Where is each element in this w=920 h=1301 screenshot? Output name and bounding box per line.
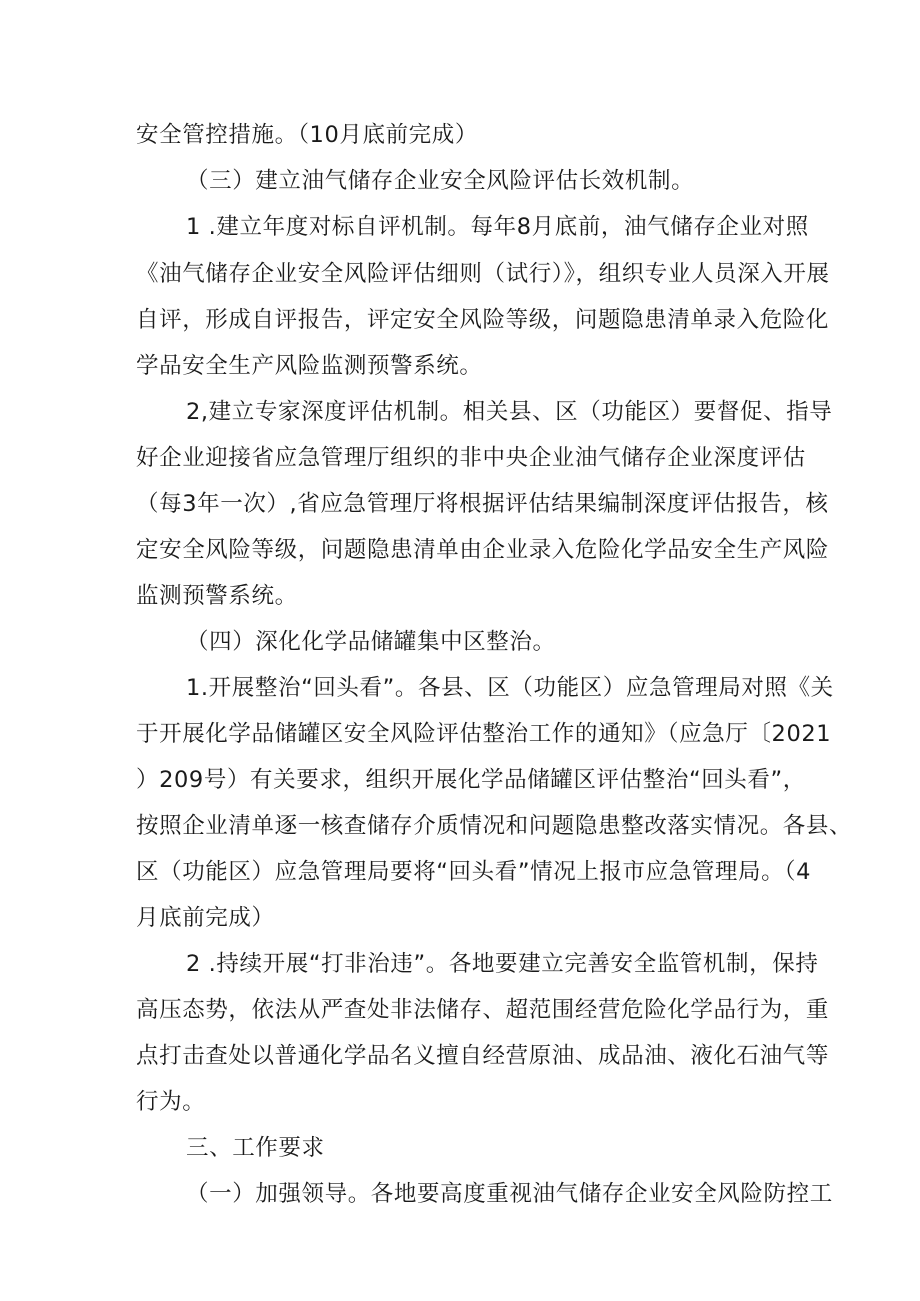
section-heading: 三、工作要求 bbox=[186, 1135, 325, 1161]
text-line: 好企业迎接省应急管理厅组织的非中央企业油气储存企业深度评估 bbox=[136, 445, 806, 471]
text-line: 高压态势，依法从严查处非法储存、超范围经营危险化学品行为，重 bbox=[136, 997, 830, 1023]
section-heading: （四）深化化学品储罐集中区整治。 bbox=[186, 629, 556, 655]
text-line: 定安全风险等级，问题隐患清单由企业录入危险化学品安全生产风险 bbox=[136, 537, 830, 563]
text-line: 1.开展整治“回头看”。各县、区（功能区）应急管理局对照《关 bbox=[186, 675, 834, 701]
text-line: 区（功能区）应急管理局要将“回头看”情况上报市应急管理局。（4 bbox=[136, 859, 811, 885]
text-line: 1 .建立年度对标自评机制。每年8月底前，油气储存企业对照 bbox=[186, 214, 809, 240]
text-line: 2 .持续开展“打非治违”。各地要建立完善安全监管机制，保持 bbox=[186, 951, 819, 977]
text-line: 行为。 bbox=[136, 1089, 206, 1115]
text-line: （一）加强领导。各地要高度重视油气储存企业安全风险防控工 bbox=[186, 1181, 833, 1207]
text-line: 点打击查处以普通化学品名义擅自经营原油、成品油、液化石油气等 bbox=[136, 1043, 830, 1069]
text-line: （每3年一次）,省应急管理厅将根据评估结果编制深度评估报告，核 bbox=[136, 491, 829, 517]
text-line: 月底前完成） bbox=[136, 905, 275, 931]
text-line: 于开展化学品储罐区安全风险评估整治工作的通知》（应急厅〔2021 bbox=[136, 721, 832, 747]
text-line: 2,建立专家深度评估机制。相关县、区（功能区）要督促、指导 bbox=[186, 399, 833, 425]
text-line: ）209号）有关要求，组织开展化学品储罐区评估整治“回头看”， bbox=[136, 767, 806, 793]
text-line: 自评，形成自评报告，评定安全风险等级，问题隐患清单录入危险化 bbox=[136, 307, 830, 333]
text-line: 按照企业清单逐一核查储存介质情况和问题隐患整改落实情况。各县、 bbox=[136, 813, 853, 839]
section-heading: （三）建立油气储存企业安全风险评估长效机制。 bbox=[186, 168, 695, 194]
text-line: 学品安全生产风险监测预警系统。 bbox=[136, 353, 483, 379]
text-line: 安全管控措施。（10月底前完成） bbox=[136, 122, 478, 148]
text-line: 《油气储存企业安全风险评估细则（试行）》，组织专业人员深入开展 bbox=[136, 261, 830, 287]
text-line: 监测预警系统。 bbox=[136, 583, 298, 609]
